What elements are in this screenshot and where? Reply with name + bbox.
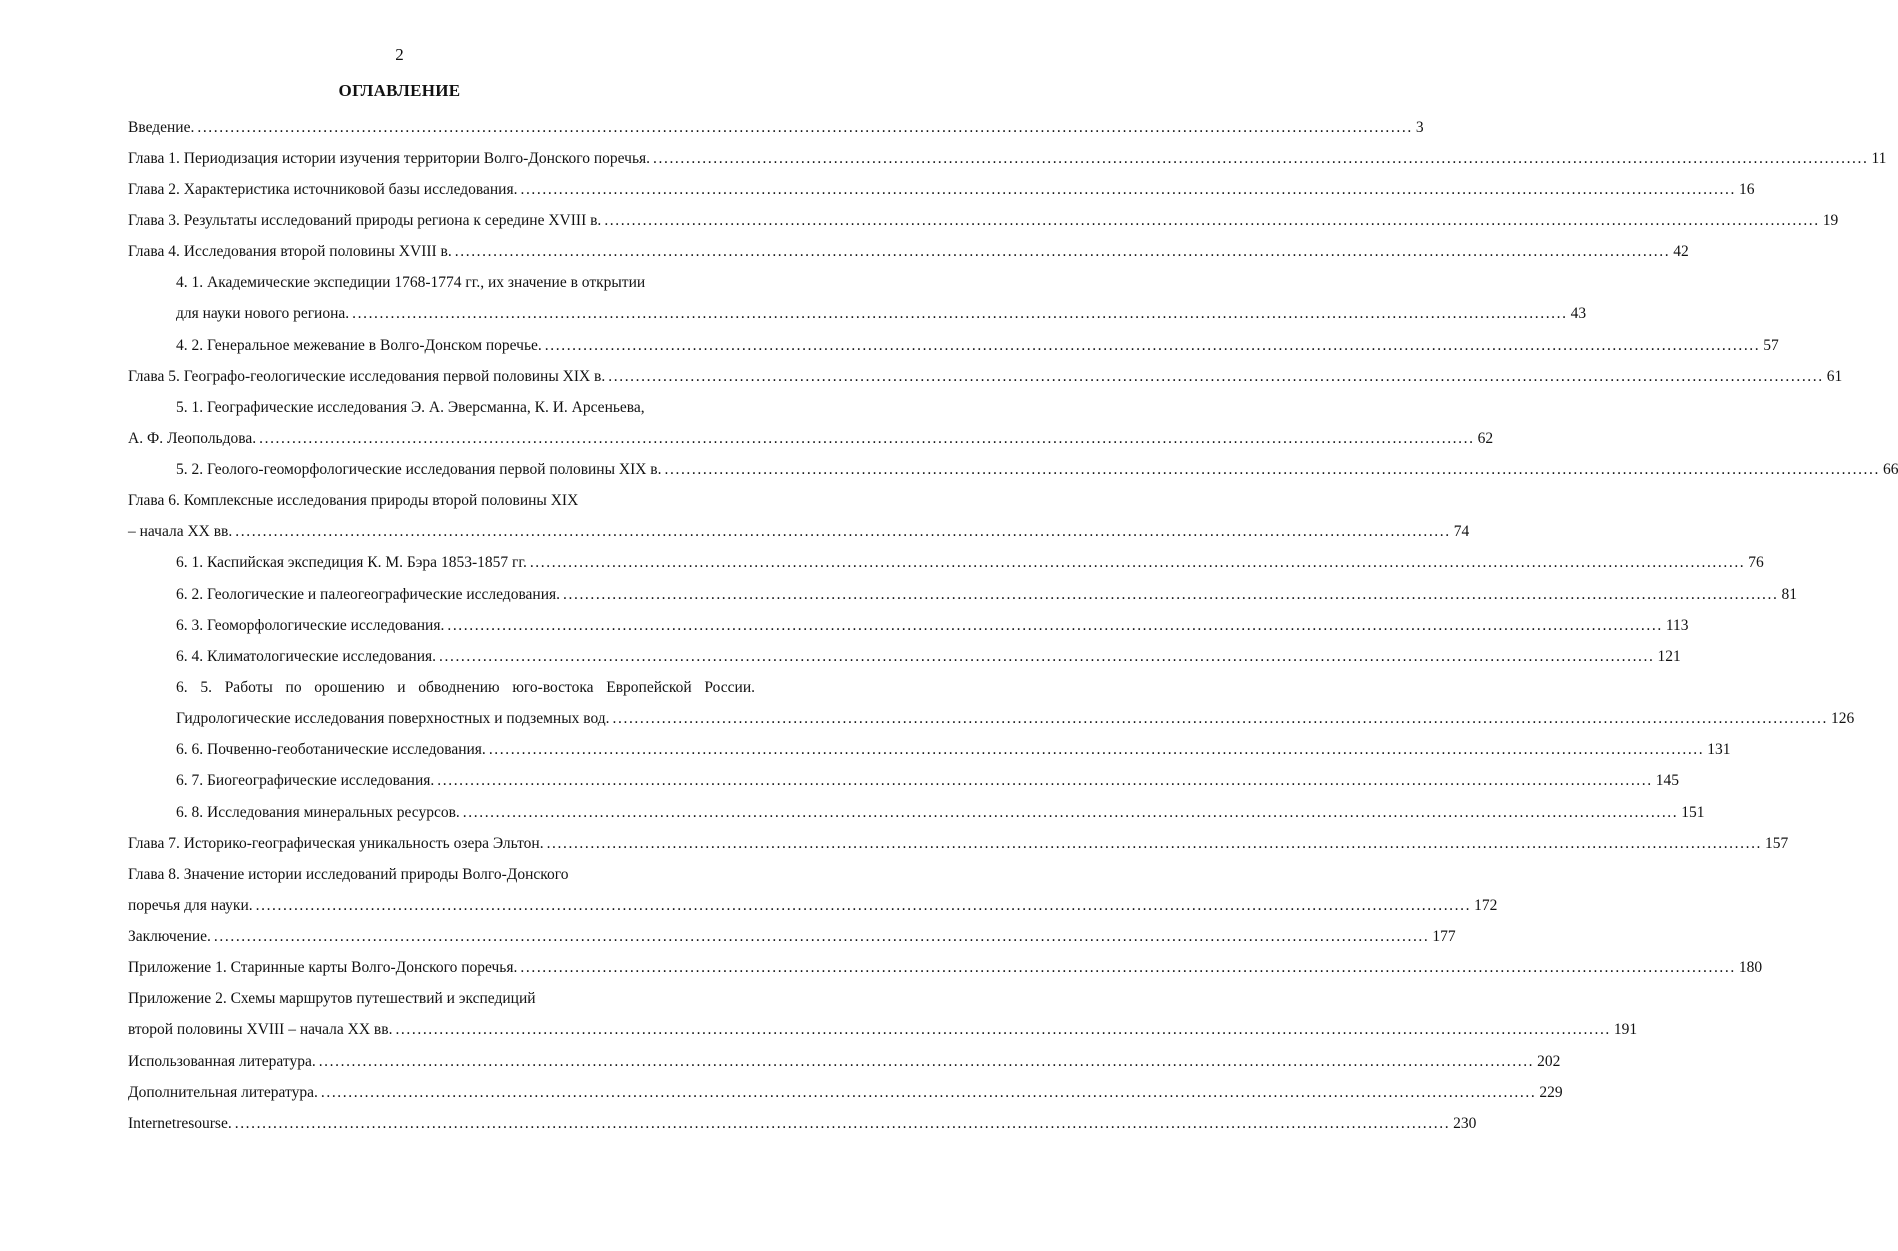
toc-entry: для науки нового региона. .............................................................................................................................................................................................................................. 43 — [176, 305, 1587, 322]
toc-entry: Приложение 1. Старинные карты Волго-Донского поречья. .............................................................................................................................................................................................................................. 180 — [128, 959, 1763, 976]
toc-entry: Глава 1. Периодизация истории изучения территории Волго-Донского поречья. .............................................................................................................................................................................................................................. 11 — [128, 150, 1887, 167]
toc-entry: Глава 6. Комплексные исследования природы второй половины XIX — [128, 492, 579, 509]
toc-entry: – начала XX вв. .............................................................................................................................................................................................................................. 74 — [128, 523, 1470, 540]
toc-entry: Глава 8. Значение истории исследований природы Волго-Донского — [128, 866, 569, 883]
toc-entry: 6. 1. Каспийская экспедиция К. М. Бэра 1853-1857 гг. .............................................................................................................................................................................................................................. 76 — [176, 554, 1764, 571]
toc-entry: второй половины XVIII – начала XX вв. .............................................................................................................................................................................................................................. 191 — [128, 1021, 1638, 1038]
toc-entry: Заключение. .............................................................................................................................................................................................................................. 177 — [128, 928, 1456, 945]
toc-entry: Глава 2. Характеристика источниковой базы исследования. .............................................................................................................................................................................................................................. 16 — [128, 181, 1755, 198]
toc-entry: Приложение 2. Схемы маршрутов путешествий и экспедиций — [128, 990, 536, 1007]
toc-entry: 6. 2. Геологические и палеогеографические исследования. .............................................................................................................................................................................................................................. 81 — [176, 586, 1797, 603]
toc-entry: Гидрологические исследования поверхностных и подземных вод. .............................................................................................................................................................................................................................. 126 — [176, 710, 1855, 727]
toc-entry: Глава 3. Результаты исследований природы региона к середине XVIII в. .............................................................................................................................................................................................................................. 19 — [128, 212, 1839, 229]
toc-entry: 5. 1. Географические исследования Э. А. Эверсманна, К. И. Арсеньева, — [176, 399, 645, 416]
page-number: 2 — [395, 45, 404, 64]
toc-entry: 6. 3. Геоморфологические исследования. .............................................................................................................................................................................................................................. 113 — [176, 617, 1689, 634]
toc-entry: Использованная литература. .............................................................................................................................................................................................................................. 202 — [128, 1053, 1561, 1070]
toc-entry: 6. 4. Климатологические исследования. .............................................................................................................................................................................................................................. 121 — [176, 648, 1681, 665]
toc-entry: А. Ф. Леопольдова. .............................................................................................................................................................................................................................. 62 — [128, 430, 1494, 447]
toc-entry: 6. 5. Работы по орошению и обводнению юго-востока Европейской России. — [176, 679, 755, 696]
toc-entry: 4. 1. Академические экспедиции 1768-1774 гг., их значение в открытии — [176, 274, 646, 291]
toc-entry: 6. 8. Исследования минеральных ресурсов. .............................................................................................................................................................................................................................. 151 — [176, 804, 1705, 821]
toc-entry: 5. 2. Геолого-геоморфологические исследования первой половины XIX в. .............................................................................................................................................................................................................................. 66 — [176, 461, 1898, 478]
page-title: ОГЛАВЛЕНИЕ — [338, 81, 461, 100]
toc-entry: Дополнительная литература. .............................................................................................................................................................................................................................. 229 — [128, 1084, 1563, 1101]
toc-entry: 6. 6. Почвенно-геоботанические исследования. .............................................................................................................................................................................................................................. 131 — [176, 741, 1731, 758]
toc-entry: поречья для науки. .............................................................................................................................................................................................................................. 172 — [128, 897, 1498, 914]
toc-entry: 4. 2. Генеральное межевание в Волго-Донском поречье. .............................................................................................................................................................................................................................. 57 — [176, 337, 1779, 354]
toc-entry: Введение. .............................................................................................................................................................................................................................. 3 — [128, 119, 1424, 136]
toc-entry: Глава 4. Исследования второй половины XVIII в. .............................................................................................................................................................................................................................. 42 — [128, 243, 1689, 260]
toc-entry: Internetresourse. .............................................................................................................................................................................................................................. 230 — [128, 1115, 1477, 1132]
toc-entry: 6. 7. Биогеографические исследования. .............................................................................................................................................................................................................................. 145 — [176, 772, 1679, 789]
toc-entry: Глава 5. Географо-геологические исследования первой половины XIX в. .............................................................................................................................................................................................................................. 61 — [128, 368, 1843, 385]
toc-entry: Глава 7. Историко-географическая уникальность озера Эльтон. .............................................................................................................................................................................................................................. 157 — [128, 835, 1789, 852]
